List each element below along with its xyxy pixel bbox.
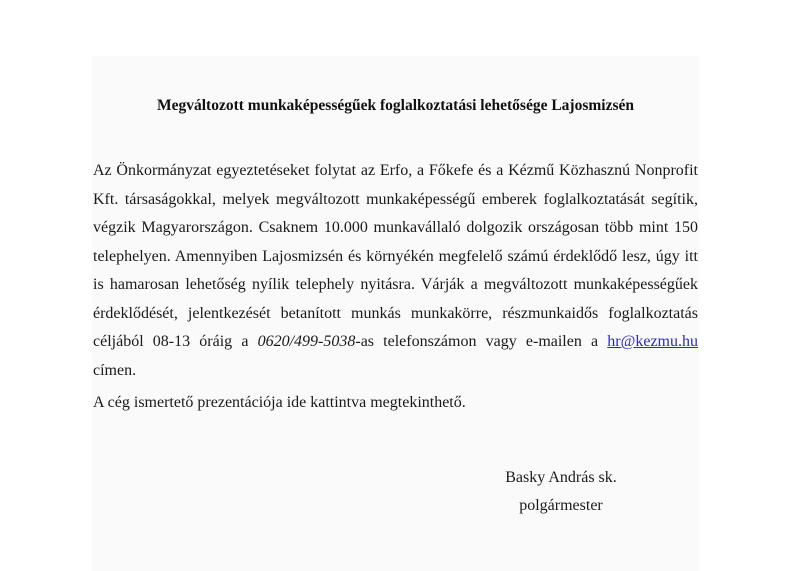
document-title: Megváltozott munkaképességűek foglalkoztatási lehetősége Lajosmizsén [156, 97, 634, 114]
signature-name: Basky András sk. [505, 468, 617, 486]
signature-block [441, 464, 681, 521]
presentation-paragraph: A cég ismertető prezentációja ide kattintva megtekinthető. [93, 394, 466, 411]
phone-number: 0620/499-5038 [257, 333, 356, 350]
signature-role: polgármester [519, 497, 603, 514]
email-link[interactable]: hr@kezmu.hu [607, 333, 698, 350]
paragraph-text-3: címen. [93, 361, 137, 379]
document-page [92, 56, 699, 571]
paragraph-text-2: -as telefonszámon vagy e-mailen a [355, 333, 608, 350]
main-paragraph [93, 157, 698, 385]
paragraph-text-1: Az Önkormányzat egyeztetéseket folytat az Erfo, a Főkefe és a Kézmű Közhasznú Nonprofit Kft. társaságokkal, melyek megváltozott munkaképességű emberek foglalkoztatását segítik, végzik Magyarországon. Csaknem 10.000 munkavállaló dolgozik országosan több mint 150 telephelyen. Amennyiben Lajosmizsén és környékén megfelelő számú érdeklődő lesz, úgy itt is hamarosan lehetőség nyílik telephely nyitásra. Várják a megváltozott munkaképességűek érdeklődését, jelentkezését betanított munkás munkakörre, részmunkaidős foglalkoztatás céljából 08-13 óráig a [93, 162, 698, 350]
